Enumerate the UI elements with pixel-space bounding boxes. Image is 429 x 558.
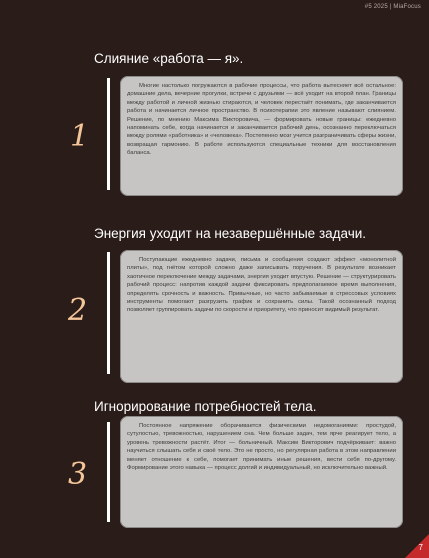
section-2-divider (107, 252, 110, 374)
page-corner-decoration (405, 534, 429, 558)
section-3-divider (107, 422, 110, 522)
section-2-text: Поступающие ежедневно задачи, письма и сообщения создают эффект «монолитной плиты», под гнётом которой сложно даже записывать поручения. В результате возникает хаотичное переключение между задачами, энергия уходит впустую. Решение — структурировать рабочий процесс: напротив каждой задачи фиксировать предполагаемое время выполнения, определять срочность и важность. Привычные, но часто забываемые в стрессовых условиях инструменты помогают разгрузить график и сохранить силы. Такой осознанный подход позволяет группировать задачи по скорости и приоритету, что приносит видимый результат. (127, 257, 396, 314)
section-3-card (120, 416, 403, 528)
page-number: 7 (418, 543, 423, 552)
section-3-number: 3 (68, 457, 88, 492)
section-2-title: Энергия уходит на незавершённые задачи. (94, 226, 367, 241)
section-2-card (120, 250, 403, 383)
section-3-text: Постоянное напряжение оборачивается физическими недомоганиями: простудой, сутулостью, тревожностью, нарушением сна. Чем больше задач, тем ярче реагирует тело, а уровень тревожности растёт. Итог — больничный. Максим Викторович подчёркивает: важно научиться слышать себя и своё тело. Это не просто, но регулярная работа в этом направлении меняет отношение к себе, помогает принимать иные решения, вести себя по-другому. Формирование этого навыка — процесс долгий и индивидуальный, но исключительно важный. (127, 423, 396, 471)
issue-header: #5 2025 | MiaFocus (364, 4, 421, 10)
section-1-text: Многие настолько погружаются в рабочие процессы, что работа вытесняет всё остальное: домашние дела, вечерние прогулки, встречи с друзьями — всё уходит на второй план. Границы между работой и личной жизнью стираются, и человек перестаёт понимать, где заканчивается работа и начинается личное пространство. В психотерапии это явление называют слиянием. Решение, по мнению Максима Викторовича, — формировать новые границы: ежедневно напоминать себе, когда начинается и заканчивается рабочий день, осознанно переключаться между ролями «работника» и «человека». Постепенно мозг учится разграничивать сферы жизни, возвращая гармонию. В работе используются специальные техники для восстановления баланса. (127, 83, 396, 156)
section-1-number: 1 (70, 119, 90, 154)
section-3-title: Игнорирование потребностей тела. (94, 399, 317, 414)
section-1-title: Слияние «работа — я». (94, 51, 244, 66)
section-2-number: 2 (68, 293, 88, 328)
section-1-divider (107, 78, 110, 190)
section-1-card (120, 76, 403, 196)
